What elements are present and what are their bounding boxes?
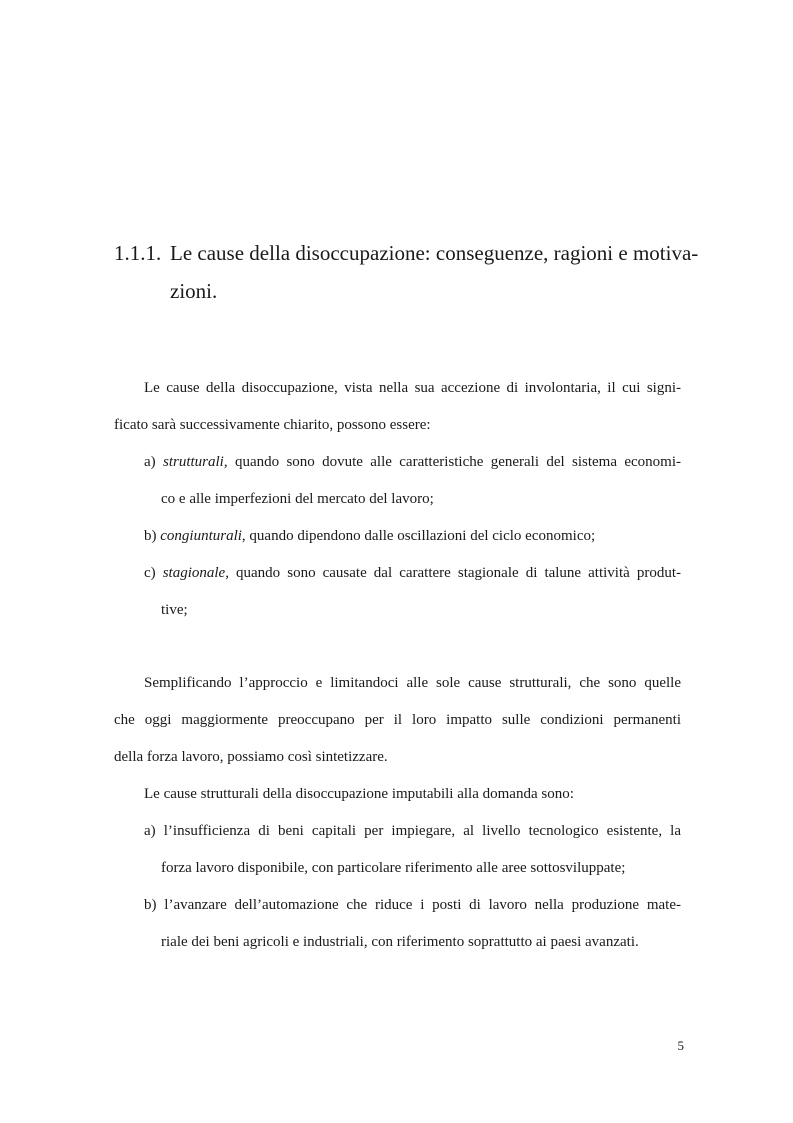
list-term: strutturali — [163, 454, 224, 470]
list-item-b — [114, 518, 681, 555]
list-item-a-continuation: co e alle imperfezioni del mercato del lavoro; — [161, 491, 434, 507]
text-line: della forza lavoro, possiamo così sintetizzare. — [114, 749, 388, 765]
list-marker: a) — [144, 454, 156, 470]
list-item-a — [114, 444, 681, 481]
heading-line-2: zioni. — [170, 279, 218, 303]
list-marker: c) — [144, 565, 156, 581]
page-number: 5 — [677, 1038, 684, 1053]
list-text: l’avanzare dell’automazione che riduce i posti di lavoro nella produzione mate- — [164, 897, 681, 913]
list-item-b — [114, 887, 681, 924]
list-item-c-continuation: tive; — [161, 602, 188, 618]
list-text: , quando sono causate dal carattere stagionale di talune attività produt- — [225, 565, 681, 581]
list-marker: b) — [144, 897, 157, 913]
text-line: che oggi maggiormente preoccupano per il loro impatto sulle condizioni permanenti — [114, 712, 681, 728]
list-text: l’insufficienza di beni capitali per impiegare, al livello tecnologico esistente, la — [163, 823, 681, 839]
list-text: , quando sono dovute alle caratteristiche generali del sistema economi- — [223, 454, 681, 470]
list-demand-causes — [114, 813, 681, 961]
list-marker: a) — [144, 823, 156, 839]
list-marker: b) — [144, 528, 157, 544]
section-number: 1.1.1. — [114, 241, 162, 265]
list-item-a-continuation: forza lavoro disponibile, con particolare riferimento alle aree sottosviluppate; — [161, 860, 626, 876]
paragraph-demand-causes — [114, 776, 681, 813]
list-text: , quando dipendono dalle oscillazioni del ciclo economico; — [241, 528, 596, 544]
text-line: Semplificando l’approccio e limitandoci alle sole cause strutturali, che sono quelle — [144, 675, 681, 691]
heading-line-1 — [114, 234, 699, 272]
list-term: stagionale — [162, 565, 226, 581]
list-item-c — [114, 555, 681, 592]
text-line: Le cause strutturali della disoccupazione imputabili alla domanda sono: — [144, 786, 574, 802]
list-term: congiunturali — [160, 528, 242, 544]
section-heading — [114, 234, 699, 310]
list-item-b-continuation: riale dei beni agricoli e industriali, con riferimento soprattutto ai paesi avanzati. — [161, 934, 639, 950]
paragraph-simplification — [114, 665, 681, 776]
list-item-a — [114, 813, 681, 850]
text-line: ficato sarà successivamente chiarito, possono essere: — [114, 417, 431, 433]
paragraph-intro — [114, 370, 681, 444]
heading-title-part-1: Le cause della disoccupazione: conseguenze, ragioni e motiva- — [170, 241, 699, 265]
list-causes — [114, 444, 681, 629]
text-line: Le cause della disoccupazione, vista nella sua accezione di involontaria, il cui signi- — [144, 380, 681, 396]
